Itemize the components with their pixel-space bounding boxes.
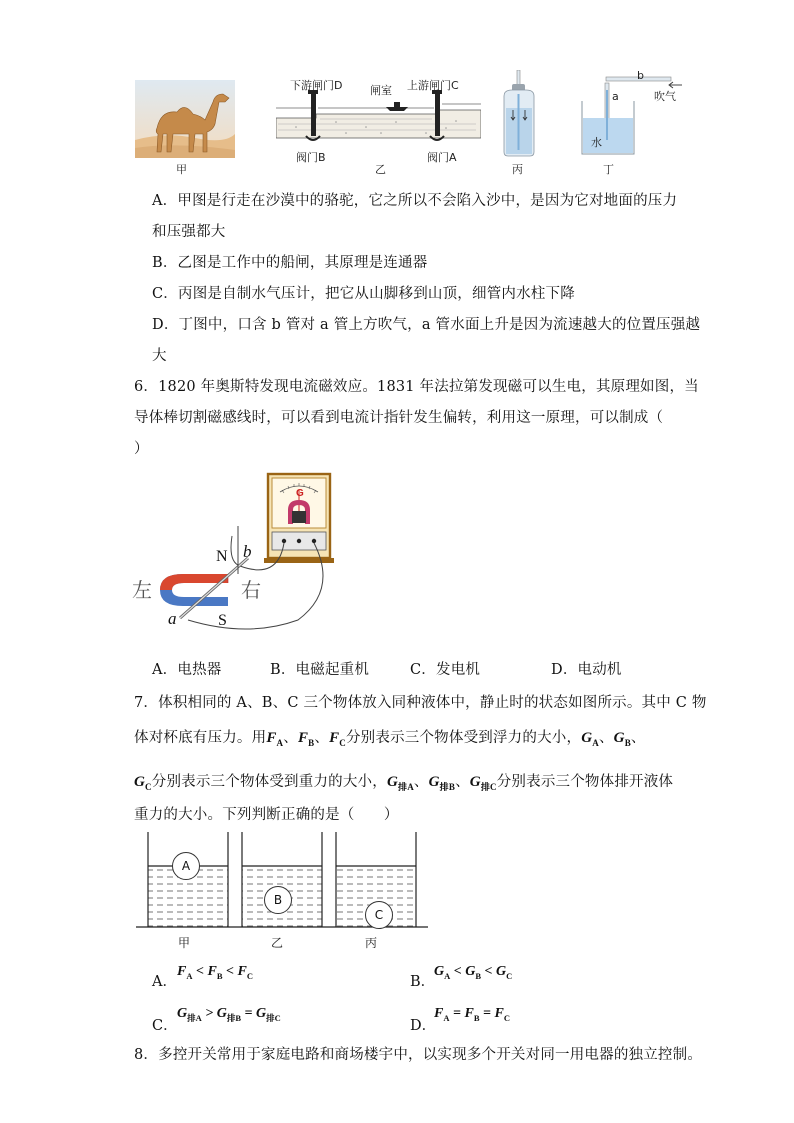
q6-option-b: B．电磁起重机 [270,662,370,678]
q7-option-a-formula: $F_A < F_B < F_C$ [177,964,253,981]
q6-stem-line1: 6．1820 年奥斯特发现电流磁效应。1831 年法拉第发现磁可以生电，其原理如图，当 [134,379,699,395]
label-gate-c: 上游闸门C [407,79,459,92]
q5-option-d-line1: D．丁图中，口含 b 管对 a 管上方吹气，a 管水面上升是因为流速越大的位置压强越 [152,317,701,333]
label-gate-d: 下游闸门D [290,79,343,92]
symbol-g-pai-c: $G_{排C}$ [469,774,497,792]
sep: 、 [598,730,614,746]
q5-option-c: C．丙图是自制水气压计，把它从山脚移到山顶，细管内水柱下降 [152,286,575,302]
q6-option-c: C．发电机 [410,662,481,678]
symbol-g-pai-b: $G_{排B}$ [428,774,456,792]
label-n: N [216,548,228,565]
sep: 、 [413,774,429,790]
symbol-fb: $F_B$ [297,730,315,748]
q6-option-a: A．电热器 [152,662,222,678]
q5-option-d-line2: 大 [152,348,167,364]
caption-container-jia: 甲 [178,936,191,950]
q7-option-c-formula: $G_{排A} > G_{排B} = G_{排C}$ [177,1006,281,1023]
caption-jia: 甲 [176,163,187,176]
label-ding-a: a [612,90,619,103]
q7-line3-post: 分别表示三个物体受到重力的大小， [151,774,387,790]
label-ding-water: 水 [591,136,602,149]
q7-stem-line2 [134,728,646,753]
label-s: S [218,612,227,629]
q6-stem-line2: 导体棒切割磁感线时，可以看到电流计指针发生偏转，利用这一原理，可以制成（ [134,410,664,426]
symbol-gb: $G_B$ [613,730,631,748]
label-a: a [168,609,177,628]
label-ding-b: b [637,69,644,82]
label-chamber: 闸室 [370,84,392,97]
q8-stem-line1: 8．多控开关常用于家庭电路和商场楼宇中，以实现多个开关对同一用电器的独立控制。 [134,1047,703,1063]
sep: 、 [630,730,646,746]
ball-a: A [172,852,200,880]
label-right: 右 [241,578,261,602]
label-valve-b: 阀门B [296,151,326,164]
sep: 、 [455,774,470,790]
q6-stem-line3: ） [134,441,149,457]
label-left: 左 [132,578,152,602]
sep: 、 [283,730,298,746]
q7-option-b-formula: $G_A < G_B < G_C$ [434,964,513,981]
label-ding-blow: 吹气 [654,90,676,103]
q6-option-d: D．电动机 [551,662,622,678]
q7-line2-pre: 体对杯底有压力。用 [134,730,267,746]
q5-option-b: B．乙图是工作中的船闸，其原理是连通器 [152,255,428,271]
label-valve-a: 阀门A [427,151,457,164]
q7-line3-post2: 分别表示三个物体排开液体 [496,774,674,790]
q7-option-d-label: D． [410,1018,437,1034]
camel-figure [135,80,235,158]
q5-option-a-line2: 和压强都大 [152,224,226,240]
induction-figure [128,470,343,635]
symbol-g-pai-a: $G_{排A}$ [386,774,414,792]
q7-option-a-label: A． [152,974,177,990]
label-g: G [296,488,304,499]
barometer-figure [498,70,540,158]
symbol-ga: $G_A$ [581,730,599,748]
symbol-fc: $F_C$ [329,730,346,748]
q7-option-c-label: C． [152,1018,178,1034]
symbol-fa: $F_A$ [266,730,284,748]
label-b: b [243,542,252,561]
q7-option-d-formula: $F_A = F_B = F_C$ [434,1006,510,1023]
q5-option-a-line1: A．甲图是行走在沙漠中的骆驼，它之所以不会陷入沙中，是因为它对地面的压力 [152,193,678,209]
caption-yi: 乙 [375,163,386,176]
q7-option-b-label: B． [410,974,436,990]
ball-c: C [365,901,393,929]
symbol-gc: $G_C$ [134,774,152,792]
q7-stem-line1: 7．体积相同的 A、B、C 三个物体放入同种液体中，静止时的状态如图所示。其中 C 物 [134,695,707,711]
q7-line2-post: 分别表示三个物体受到浮力的大小， [345,730,582,746]
sep: 、 [314,730,330,746]
caption-container-yi: 乙 [271,936,284,950]
q7-stem-line3 [134,772,673,797]
caption-ding: 丁 [603,163,614,176]
caption-container-bing: 丙 [365,936,378,950]
q7-stem-line4: 重力的大小。下列判断正确的是（ ） [134,807,399,823]
caption-bing: 丙 [512,163,523,176]
ball-b: B [264,886,292,914]
